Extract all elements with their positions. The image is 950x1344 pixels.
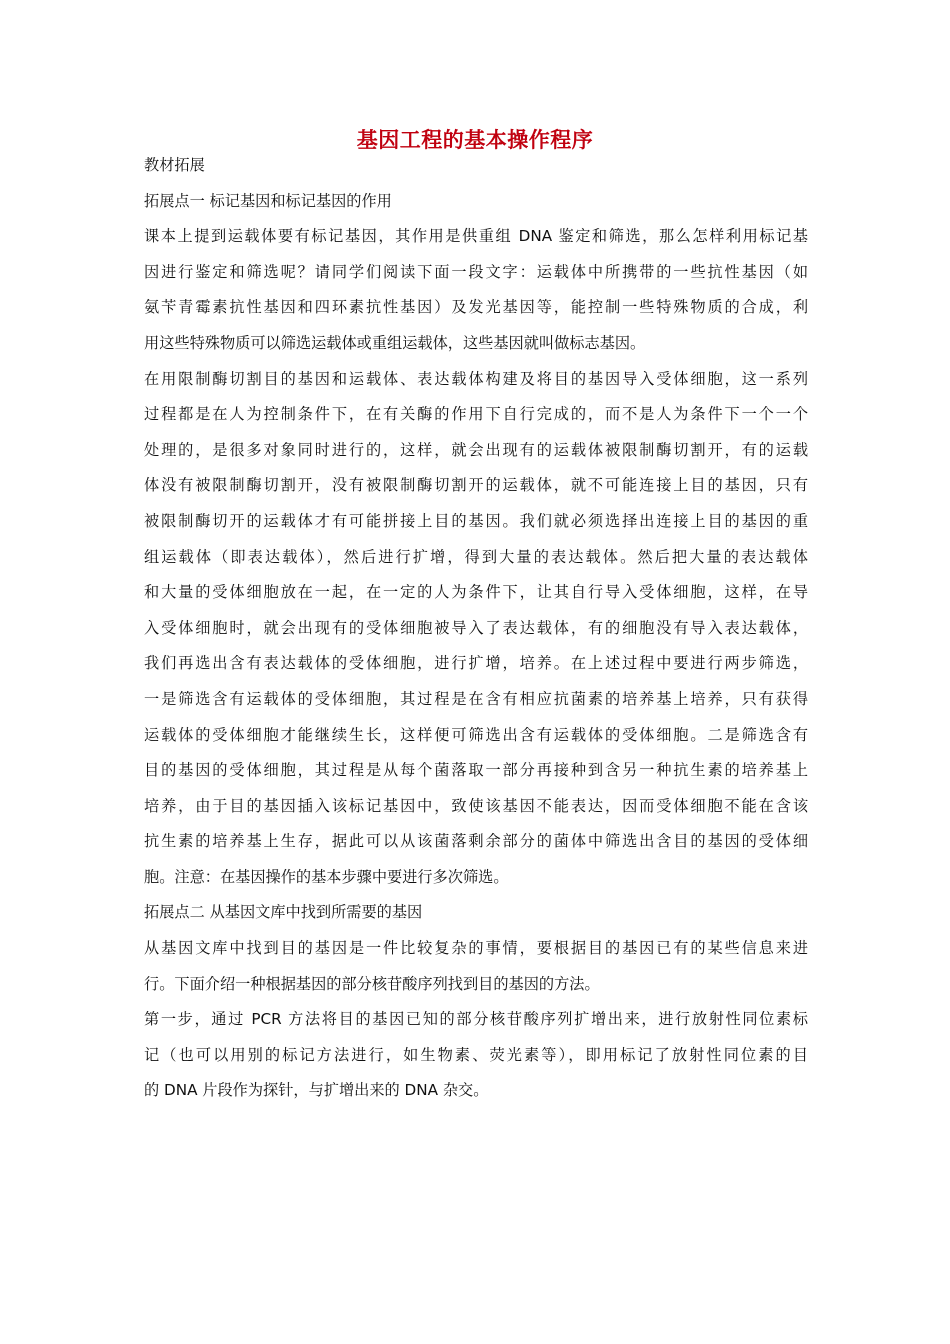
text-line: 拓展点二 从基因文库中找到所需要的基因	[144, 903, 423, 922]
text-line: 过程都是在人为控制条件下，在有关酶的作用下自行完成的，而不是人为条件下一个一个	[144, 405, 808, 424]
text-line: 和大量的受体细胞放在一起，在一定的人为条件下，让其自行导入受体细胞，这样，在导	[144, 583, 808, 602]
text-line: 氨苄青霉素抗性基因和四环素抗性基因）及发光基因等，能控制一些特殊物质的合成，利	[144, 298, 808, 317]
text-line: 从基因文库中找到目的基因是一件比较复杂的事情，要根据目的基因已有的某些信息来进	[144, 939, 808, 958]
text-line: 培养，由于目的基因插入该标记基因中，致使该基因不能表达，因而受体细胞不能在含该	[144, 796, 808, 815]
text-line: 教材拓展	[144, 156, 205, 174]
text-line: 目的基因的受体细胞，其过程是从每个菌落取一部分再接种到含另一种抗生素的培养基上	[144, 761, 808, 780]
text-line: 处理的，是很多对象同时进行的，这样，就会出现有的运载体被限制酶切割开，有的运载	[144, 440, 808, 459]
text-line: 拓展点一 标记基因和标记基因的作用	[144, 191, 392, 210]
text-line: 被限制酶切开的运载体才有可能拼接上目的基因。我们就必须选择出连接上目的基因的重	[144, 511, 808, 530]
text-line: 的 DNA 片段作为探针，与扩增出来的 DNA 杂交。	[144, 1081, 489, 1100]
document-body	[144, 148, 808, 1109]
text-line: 体没有被限制酶切割开，没有被限制酶切割开的运载体，就不可能连接上目的基因，只有	[144, 476, 808, 495]
document-title: 基因工程的基本操作程序	[356, 128, 594, 152]
text-line: 行。下面介绍一种根据基因的部分核苷酸序列找到目的基因的方法。	[144, 974, 600, 993]
text-line: 抗生素的培养基上生存，据此可以从该菌落剩余部分的菌体中筛选出含目的基因的受体细	[144, 832, 808, 851]
text-line: 一是筛选含有运载体的受体细胞，其过程是在含有相应抗菌素的培养基上培养，只有获得	[144, 689, 808, 708]
text-line: 在用限制酶切割目的基因和运载体、表达载体构建及将目的基因导入受体细胞，这一系列	[144, 369, 808, 388]
text-line: 胞。注意：在基因操作的基本步骤中要进行多次筛选。	[144, 867, 509, 886]
text-line: 我们再选出含有表达载体的受体细胞，进行扩增，培养。在上述过程中要进行两步筛选，	[144, 654, 808, 673]
text-line: 因进行鉴定和筛选呢？请同学们阅读下面一段文字：运载体中所携带的一些抗性基因（如	[144, 262, 808, 281]
text-line: 组运载体（即表达载体），然后进行扩增，得到大量的表达载体。然后把大量的表达载体	[144, 547, 808, 566]
text-line: 第一步，通过 PCR 方法将目的基因已知的部分核苷酸序列扩增出来，进行放射性同位素标	[144, 1010, 808, 1029]
text-line: 用这些特殊物质可以筛选运载体或重组运载体，这些基因就叫做标志基因。	[144, 333, 646, 352]
text-line: 运载体的受体细胞才能继续生长，这样便可筛选出含有运载体的受体细胞。二是筛选含有	[144, 725, 808, 744]
text-line: 课本上提到运载体要有标记基因，其作用是供重组 DNA 鉴定和筛选，那么怎样利用标记基	[144, 227, 808, 246]
text-line: 入受体细胞时，就会出现有的受体细胞被导入了表达载体，有的细胞没有导入表达载体，	[144, 618, 808, 637]
text-line: 记（也可以用别的标记方法进行，如生物素、荧光素等），即用标记了放射性同位素的目	[144, 1045, 808, 1064]
